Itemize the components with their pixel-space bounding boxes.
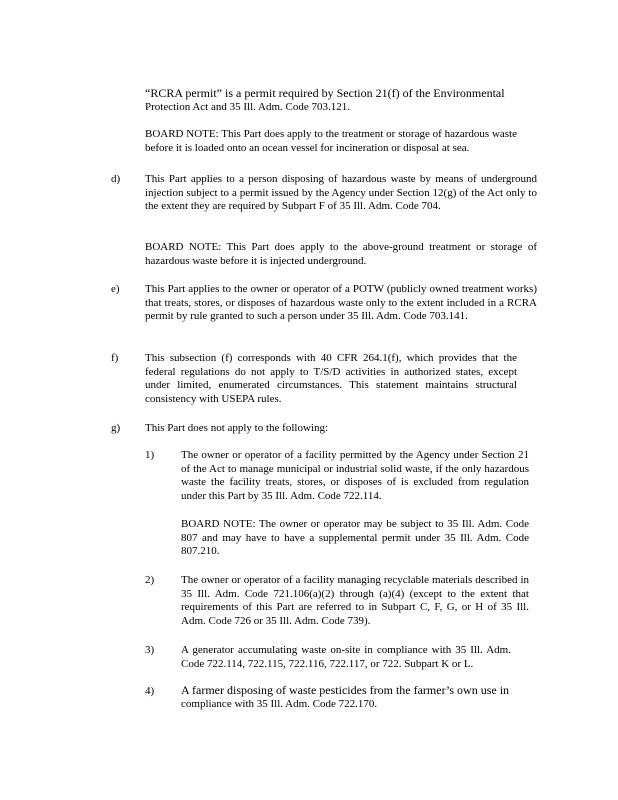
item-d-paragraph: This Part applies to a person disposing of hazardous waste by means of underground injection subject to a permit issued by the Agency under Section 12(g) of the Act only to the extent they are required by Subpart F of 35 Ill. Adm. Code 704. bbox=[145, 173, 537, 213]
subitem-marker-3: 3) bbox=[145, 644, 155, 656]
subitem-4-lead: A farmer disposing of waste pesticides from the farmer’s own use in bbox=[181, 683, 510, 697]
item-marker-f: f) bbox=[111, 352, 119, 364]
item-e-text bbox=[145, 283, 537, 324]
item-d-note-text: BOARD NOTE: This Part does apply to the above-ground treatment or storage of hazardous waste before it is injected underground. bbox=[145, 241, 537, 267]
subitem-4-text bbox=[181, 684, 529, 711]
item-f-text bbox=[145, 352, 517, 406]
subitem-1-paragraph: The owner or operator of a facility permitted by the Agency under Section 21 of the Act to manage municipal or industrial solid waste, if the only hazardous waste the facility treats, stores, or disposes of is excluded from regulation under this Part by 35 Ill. Adm. Code 722.114. bbox=[181, 449, 529, 502]
item-g-paragraph: This Part does not apply to the following: bbox=[145, 422, 329, 434]
item-marker-e: e) bbox=[111, 283, 120, 295]
item-d-note bbox=[145, 241, 537, 268]
definition-lead: “RCRA permit” is a permit required by Section 21(f) of the Environmental bbox=[145, 86, 505, 100]
item-f-paragraph: This subsection (f) corresponds with 40 CFR 264.1(f), which provides that the federal regulations do not apply to T/S/D activities in authorized states, except under limited, enumerated circumstances. This statement maintains structural consistency with USEPA rules. bbox=[145, 352, 517, 405]
subitem-1-note bbox=[181, 518, 529, 559]
item-marker-g: g) bbox=[111, 422, 121, 434]
subitem-marker-1: 1) bbox=[145, 449, 155, 461]
rcra-permit-definition bbox=[145, 87, 517, 114]
item-e-paragraph: This Part applies to the owner or operator of a POTW (publicly owned treatment works) that treats, stores, or disposes of hazardous waste only to the extent included in a RCRA permit by rule granted to such a person under 35 Ill. Adm. Code 703.141. bbox=[145, 283, 537, 323]
subitem-4-rest: compliance with 35 Ill. Adm. Code 722.170. bbox=[181, 697, 378, 710]
subitem-1-text bbox=[181, 449, 529, 503]
definition-rest: Protection Act and 35 Ill. Adm. Code 703.121. bbox=[145, 100, 351, 113]
subitem-3-paragraph: A generator accumulating waste on-site in compliance with 35 Ill. Adm. Code 722.114, 722.115, 722.116, 722.117, or 722. Subpart K or L. bbox=[181, 644, 511, 670]
board-note bbox=[145, 128, 517, 155]
subitem-1-note-text: BOARD NOTE: The owner or operator may be subject to 35 Ill. Adm. Code 807 and may have to have a supplemental permit under 35 Ill. Adm. Code 807.210. bbox=[181, 518, 529, 558]
subitem-marker-2: 2) bbox=[145, 574, 155, 586]
board-note-text: BOARD NOTE: This Part does apply to the treatment or storage of hazardous waste before it is loaded onto an ocean vessel for incineration or disposal at sea. bbox=[145, 128, 517, 154]
subitem-marker-4: 4) bbox=[145, 685, 155, 697]
subitem-2-text bbox=[181, 574, 529, 628]
item-d-text bbox=[145, 173, 537, 214]
subitem-2-paragraph: The owner or operator of a facility managing recyclable materials described in 35 Ill. Adm. Code 721.106(a)(2) through (a)(4) (except to the extent that requirements of this Part are referred to in Subpart C, F, G, or H of 35 Ill. Adm. Code 726 or 35 Ill. Adm. Code 739). bbox=[181, 574, 529, 627]
item-marker-d: d) bbox=[111, 173, 121, 185]
subitem-3-text bbox=[181, 644, 511, 671]
item-g-text bbox=[145, 422, 517, 436]
